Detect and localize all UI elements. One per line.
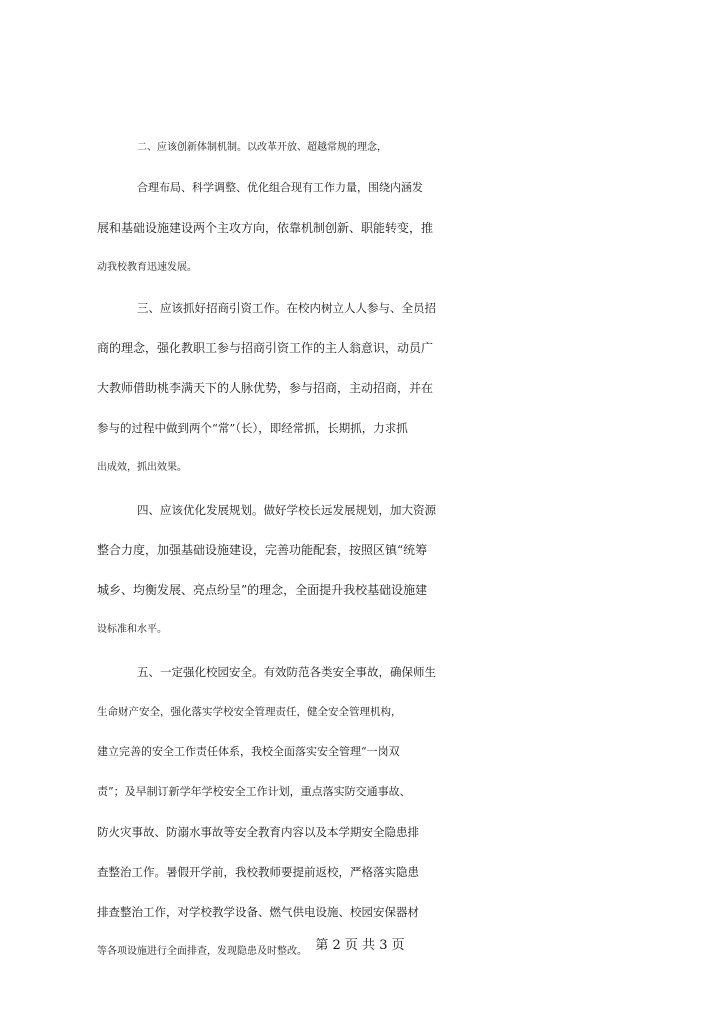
paragraph-3-line-1: 三、应该抓好招商引资工作。在校内树立人人参与、全员招 [137,301,436,315]
paragraph-5-line-5: 防火灾事故、防溺水事故等安全教育内容以及本学期安全隐患排 [97,825,419,839]
paragraph-3-line-5: 出成效，抓出效果。 [97,462,187,473]
paragraph-3-line-4: 参与的过程中做到两个“常”（长），即经常抓，长期抓，力求抓 [97,421,408,435]
paragraph-5-line-8: 等各项设施进行全面排查，发现隐患及时整改。 [97,946,307,957]
paragraph-5-line-1: 五、一定强化校园安全。有效防范各类安全事故，确保师生 [137,665,436,679]
paragraph-4-line-1: 四、应该优化发展规划。做好学校长远发展规划，加大资源 [137,503,436,517]
page-footer-page-number: 第 2 页 共 3 页 [315,938,405,953]
paragraph-2-line-1: 二、应该创新体制机制。以改革开放、超越常规的理念， [137,142,387,153]
paragraph-5-line-3: 建立完善的安全工作责任体系，我校全面落实安全管理“一岗双 [97,745,400,758]
paragraph-2-line-2: 合理布局、科学调整、优化组合现有工作力量，围绕内涵发 [137,181,423,194]
paragraph-5-line-4: 责”；及早制订新学年学校安全工作计划，重点落实防交通事故、 [97,785,411,798]
paragraph-2-line-3: 展和基础设施建设两个主攻方向，依靠机制创新、职能转变，推 [97,221,434,235]
paragraph-2-line-4: 动我校教育迅速发展。 [97,262,197,273]
paragraph-4-line-4: 设标准和水平。 [97,624,167,635]
paragraph-4-line-3: 城乡、均衡发展、亮点纷呈”的理念，全面提升我校基础设施建 [97,583,428,597]
paragraph-4-line-2: 整合力度，加强基础设施建设，完善功能配套，按照区镇“统筹 [97,543,428,557]
paragraph-5-line-6: 查整治工作。暑假开学前，我校教师要提前返校，严格落实隐患 [97,865,419,879]
paragraph-5-line-2: 生命财产安全，强化落实学校安全管理责任，健全安全管理机构， [97,706,402,718]
paragraph-3-line-3: 大教师借助桃李满天下的人脉优势，参与招商，主动招商，并在 [97,381,434,395]
paragraph-5-line-7: 排查整治工作，对学校教学设备、燃气供电设施、校园安保器材 [97,905,419,919]
paragraph-3-line-2: 商的理念，强化教职工参与招商引资工作的主人翁意识，动员广 [97,341,434,355]
